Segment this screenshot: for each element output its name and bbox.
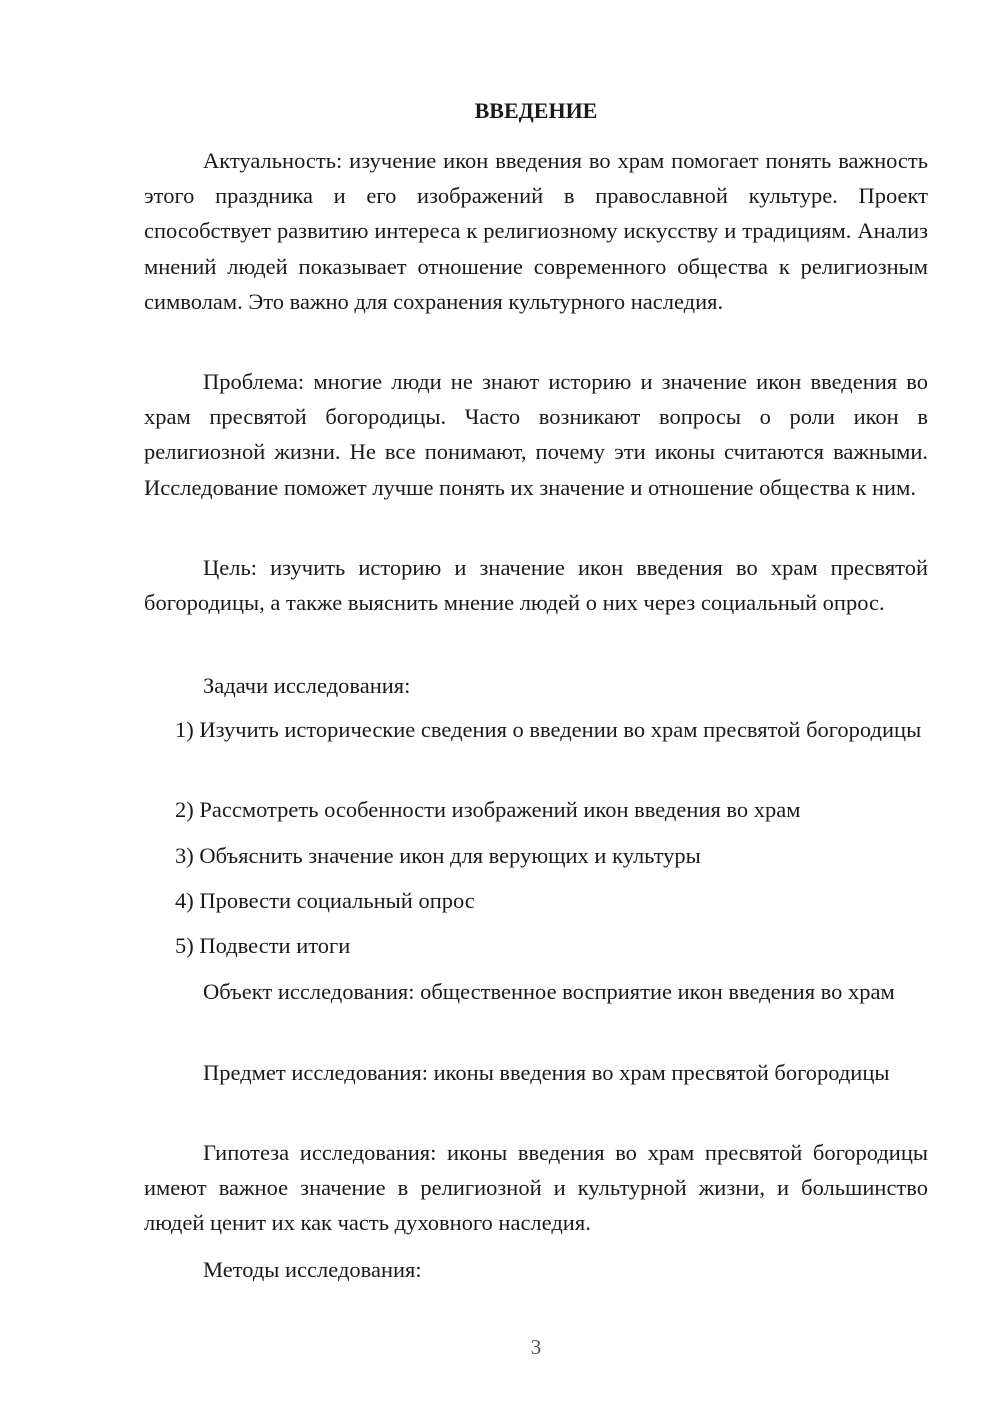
task-item-4: 4) Провести социальный опрос — [175, 888, 475, 913]
object-paragraph: Объект исследования: общественное восприятие икон введения во храм — [203, 979, 895, 1004]
task-item-2: 2) Рассмотреть особенности изображений икон введения во храм — [175, 797, 801, 822]
page-heading: ВВЕДЕНИЕ — [474, 98, 598, 123]
task-item-3: 3) Объяснить значение икон для верующих и культуры — [175, 843, 701, 868]
page-number: 3 — [530, 1335, 542, 1359]
problem-paragraph: Проблема: многие люди не знают историю и значение икон введения во храм пресвятой богородицы. Часто возникают вопросы о роли икон в религиозной жизни. Не все понимают, почему эти иконы считаются важными. Исследование поможет лучше понять их значение и отношение общества к ним. — [144, 369, 928, 500]
relevance-paragraph: Актуальность: изучение икон введения во храм помогает понять важность этого праздника и его изображений в православной культуре. Проект способствует развитию интереса к религиозному искусству и традициям. Анализ мнений людей показывает отношение современного общества к религиозным символам. Это важно для сохранения культурного наследия. — [144, 148, 928, 314]
task-item-1: 1) Изучить исторические сведения о введении во храм пресвятой богородицы — [175, 717, 922, 742]
tasks-heading: Задачи исследования: — [203, 673, 411, 698]
subject-paragraph: Предмет исследования: иконы введения во храм пресвятой богородицы — [203, 1060, 890, 1085]
hypothesis-paragraph: Гипотеза исследования: иконы введения во храм пресвятой богородицы имеют важное значение в религиозной и культурной жизни, и большинство людей ценит их как часть духовного наследия. — [144, 1140, 928, 1236]
methods-heading: Методы исследования: — [203, 1257, 422, 1282]
goal-paragraph: Цель: изучить историю и значение икон введения во храм пресвятой богородицы, а также выяснить мнение людей о них через социальный опрос. — [144, 555, 928, 616]
task-item-5: 5) Подвести итоги — [175, 933, 351, 958]
